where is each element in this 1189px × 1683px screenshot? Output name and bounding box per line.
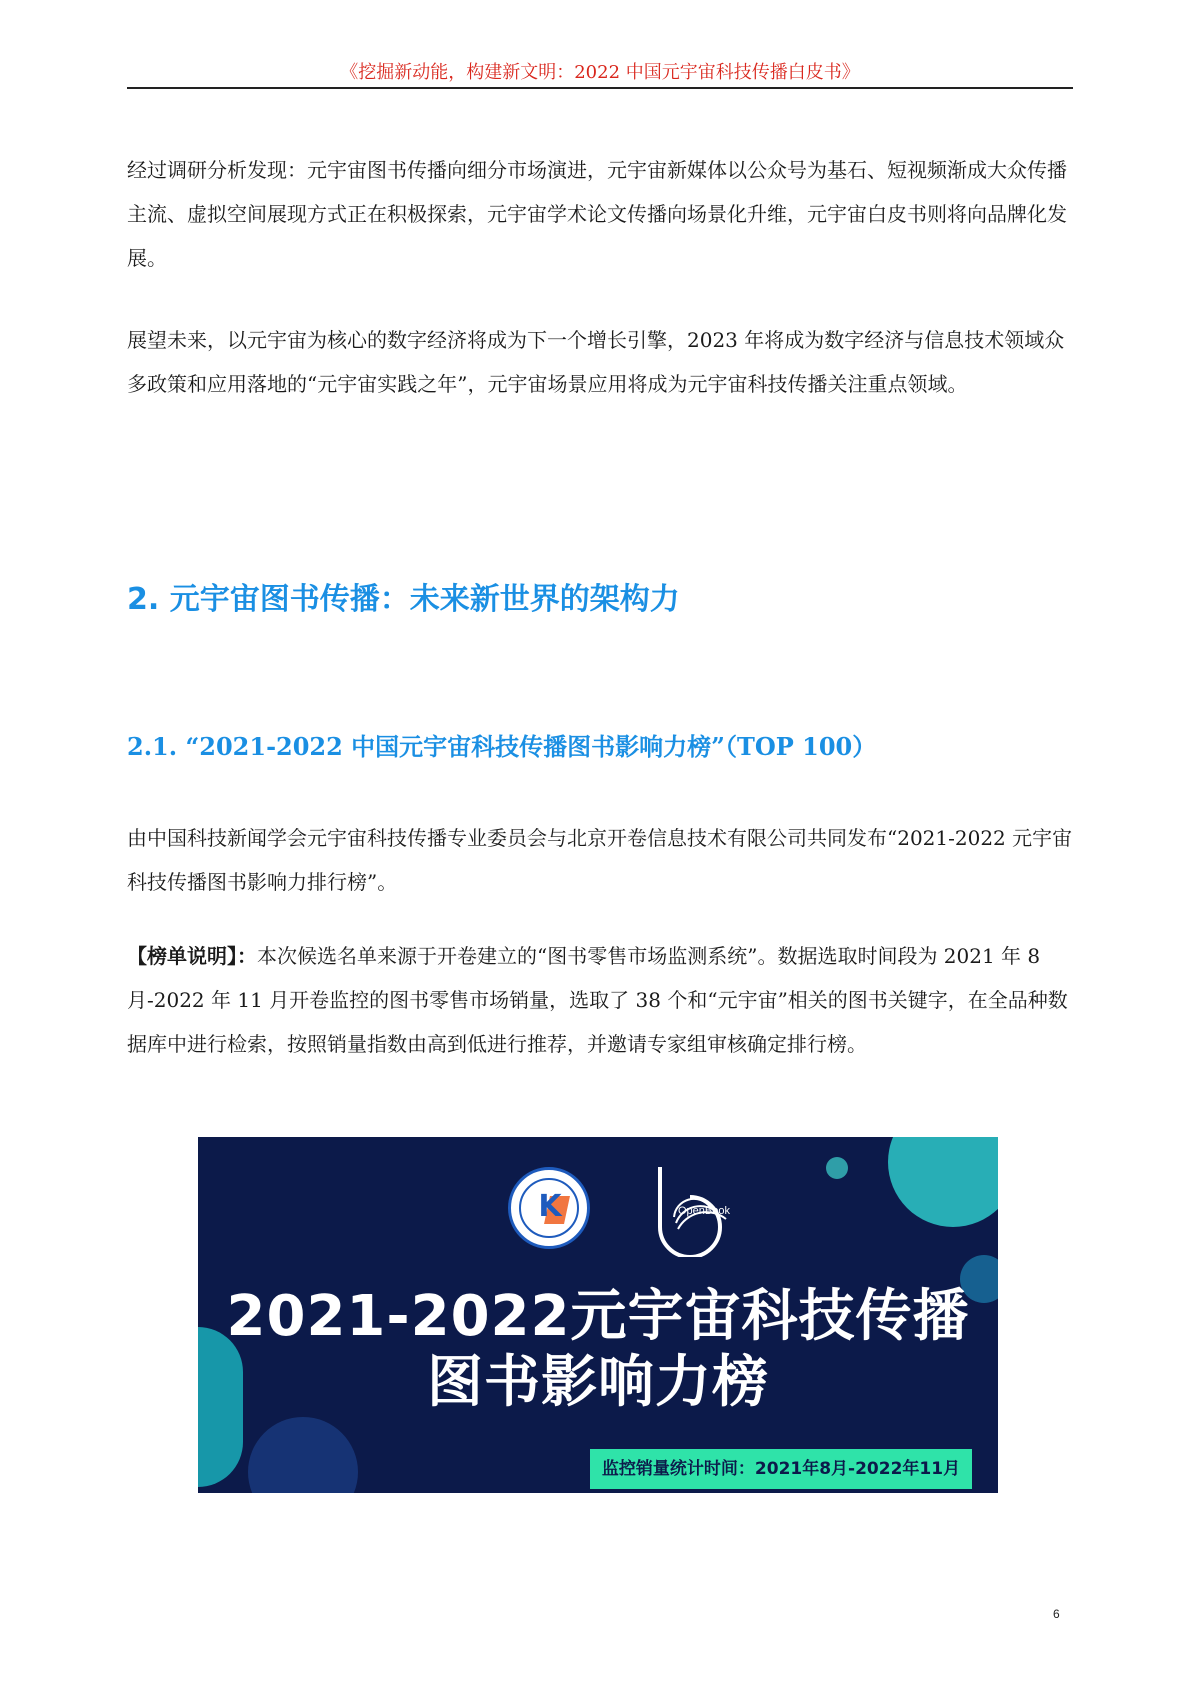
ranking-banner-image [198, 1137, 998, 1493]
paragraph-list-description [127, 934, 1073, 1066]
subsection-heading: 2.1. “2021-2022 中国元宇宙科技传播图书影响力榜”（TOP 100） [127, 732, 877, 761]
paragraph-findings: 经过调研分析发现：元宇宙图书传播向细分市场演进，元宇宙新媒体以公众号为基石、短视频渐成大众传播主流、虚拟空间展现方式正在积极探索，元宇宙学术论文传播向场景化升维，元宇宙白皮书则将向品牌化发展。 [127, 158, 1067, 270]
list-description-text: 本次候选名单来源于开卷建立的“图书零售市场监测系统”。数据选取时间段为 2021 年 8 月-2022 年 11 月开卷监控的图书零售市场销量，选取了 38 个和“元宇宙”相关的图书关键字，在全品种数据库中进行检索，按照销量指数由高到低进行推荐，并邀请专家组审核确定排行榜。 [127, 944, 1068, 1056]
paragraph-publisher: 由中国科技新闻学会元宇宙科技传播专业委员会与北京开卷信息技术有限公司共同发布“2021-2022 元宇宙科技传播图书影响力排行榜”。 [127, 826, 1073, 894]
paragraph-outlook: 展望未来，以元宇宙为核心的数字经济将成为下一个增长引擎，2023 年将成为数字经济与信息技术领域众多政策和应用落地的“元宇宙实践之年”，元宇宙场景应用将成为元宇宙科技传播关注重点领域。 [127, 328, 1065, 396]
decorative-circle [826, 1157, 848, 1179]
running-header: 《挖掘新动能，构建新文明：2022 中国元宇宙科技传播白皮书》 [340, 62, 860, 83]
banner-date-bar: 监控销量统计时间：2021年8月-2022年11月 [590, 1449, 972, 1489]
decorative-circle [248, 1417, 358, 1493]
section-heading: 2. 元宇宙图书传播：未来新世界的架构力 [127, 582, 680, 617]
page-number: 6 [1053, 1607, 1060, 1621]
decorative-circle [888, 1137, 998, 1227]
list-description-label: 【榜单说明】： [127, 944, 257, 968]
openbook-logo-text: OpenBook [678, 1205, 730, 1217]
banner-title-line1: 2021-2022元宇宙科技传播 [226, 1284, 970, 1349]
banner-title-line2: 图书影响力榜 [427, 1350, 769, 1415]
header-divider [127, 87, 1073, 89]
cast-society-logo-icon: K [508, 1167, 590, 1249]
